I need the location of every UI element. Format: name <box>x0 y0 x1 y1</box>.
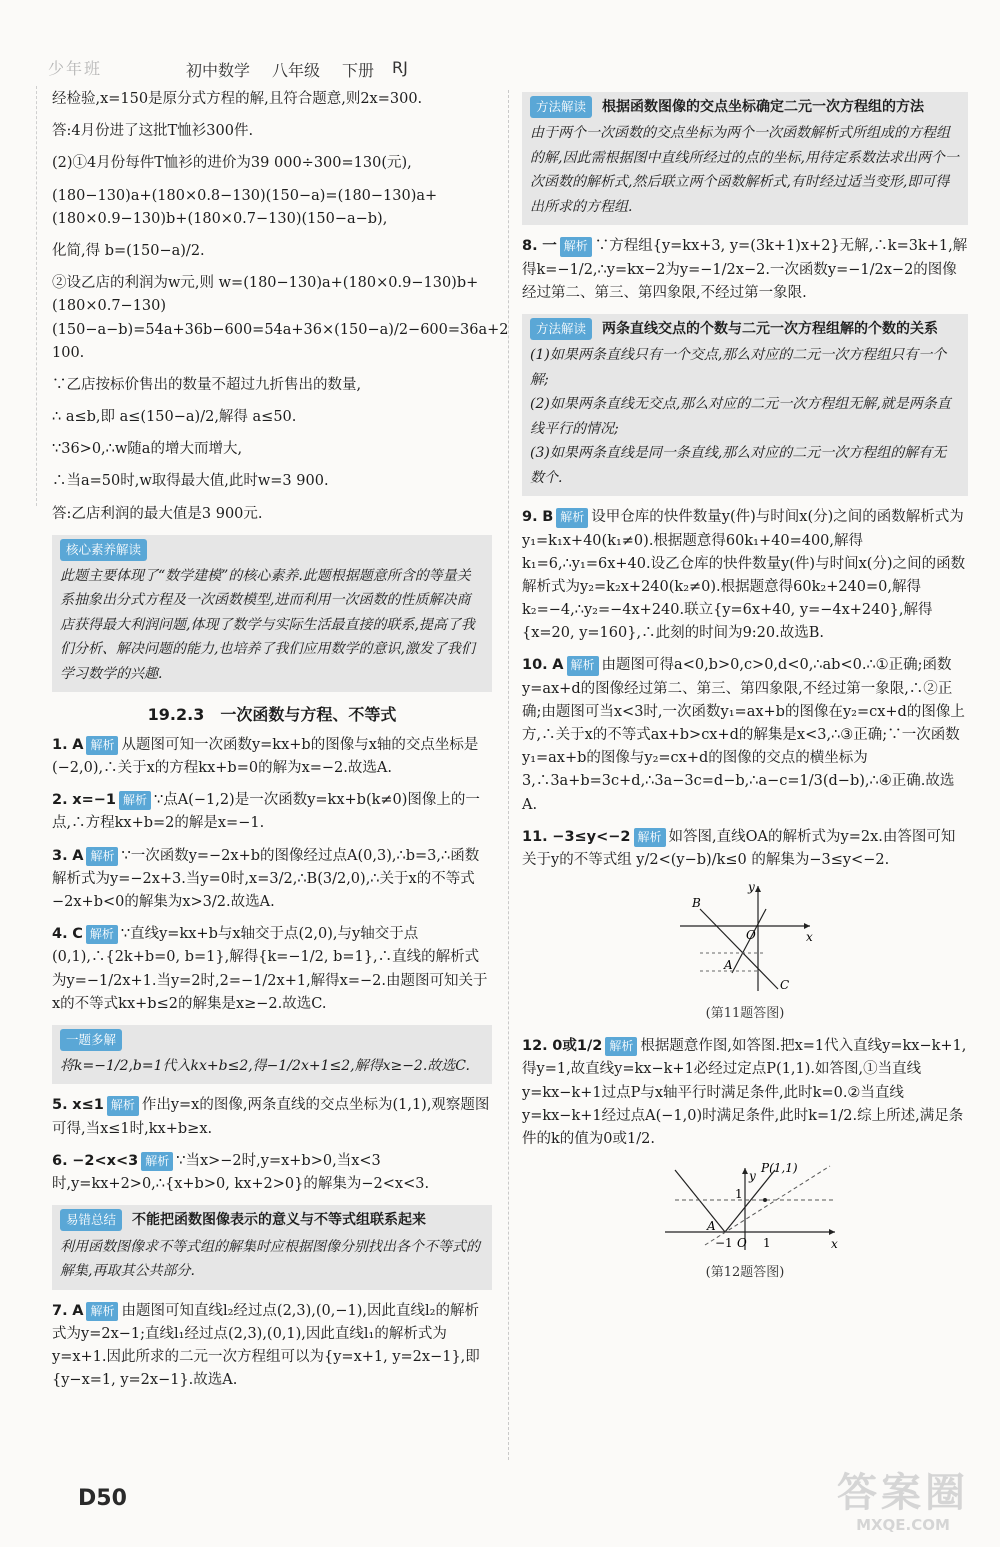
page-header <box>40 50 960 80</box>
core-literacy-text: 此题主要体现了“数学建模”的核心素养.此题根据题意所含的等量关系抽象出分式方程及一次函数模型,进而利用一次函数的性质解决商店获得最大利润问题,体现了数学与实际生活最直接的联系,提高了我们分析、解决问题的能力,也培养了我们应用数学的意识,激发了我们学习数学的兴趣. <box>60 567 475 682</box>
error-summary-box <box>52 1205 492 1289</box>
figure-12 <box>522 1160 968 1284</box>
method-text: 由于两个一次函数的交点坐标为两个一次函数解析式所组成的方程组的解,因此需根据图中直线所经过的点的坐标,用待定系数法求出两个一次函数的解析式,然后联立两个函数解析式,有时经过适当变形,即可得出所求的方程组. <box>530 125 959 215</box>
line-BC <box>700 909 778 989</box>
label-A: A <box>707 1219 716 1234</box>
watermark-line2: MXQE.COM <box>856 1516 950 1534</box>
multi-solution-box <box>52 1025 492 1085</box>
label-O: O <box>737 1236 747 1251</box>
answer-item-5: 5. x≤1 解析 作出y=x的图像,两条直线的交点坐标为(1,1),观察题图可得,当x≤1时,kx+b≥x. <box>52 1097 490 1137</box>
core-literacy-tag: 核心素养解读 <box>60 539 147 561</box>
method-line: (3)如果两条直线是同一条直线,那么对应的二元一次方程组的解有无数个. <box>530 445 947 486</box>
method-box-2 <box>522 314 968 496</box>
multi-solution-tag: 一题多解 <box>60 1029 122 1051</box>
header-subject: 初中数学 <box>186 61 251 80</box>
answer-item-6: 6. −2<x<3 解析 ∵当x>−2时,y=x+b>0,当x<3时,y=kx+2>0,∴{x+b>0, kx+2>0}的解集为−2<x<3. <box>52 1152 430 1193</box>
text-line: 答:4月份进了这批T恤衫300件. <box>52 123 254 140</box>
label-B: B <box>692 896 701 911</box>
method-box-1 <box>522 92 968 225</box>
y-axis-arrow <box>755 886 761 892</box>
label-one: 1 <box>735 1187 743 1202</box>
answer-item-11: 11. −3≤y<−2 解析 如答图,直线OA的解析式为y=2x.由答图可知关于y的不等式组 y/2<(y−b)/k≤0 的解集为−3≤y<−2. <box>522 828 956 868</box>
text-line: ∵乙店按标价售出的数量不超过九折售出的数量, <box>52 376 362 393</box>
core-literacy-box <box>52 535 492 693</box>
figure-11-caption: (第11题答图) <box>705 1006 785 1022</box>
dashed-slope <box>705 1166 830 1245</box>
label-P: P(1,1) <box>761 1161 798 1176</box>
text-line: 经检验,x=150是原分式方程的解,且符合题意,则2x=300. <box>52 91 423 107</box>
label-y: y <box>748 881 755 895</box>
error-summary-title: 不能把函数图像表示的意义与不等式组联系起来 <box>132 1212 427 1229</box>
header-volume: 下册 <box>342 61 375 80</box>
method-line: (1)如果两条直线只有一个交点,那么对应的二元一次方程组只有一个解; <box>530 347 947 388</box>
figure-11 <box>522 881 968 1025</box>
x-axis-arrow <box>804 923 810 929</box>
page-number: D50 <box>78 1486 127 1511</box>
answer-item-1: 1. A 解析 从题图可知一次函数y=kx+b的图像与x轴的交点坐标是(−2,0),∴关于x的方程kx+b=0的解为x=−2.故选A. <box>52 736 479 777</box>
label-x: x <box>831 1237 838 1252</box>
text-line: ∴ a≤b,即 a≤(150−a)/2,解得 a≤50. <box>52 409 297 426</box>
answer-item-9: 9. B 解析 设甲仓库的快件数量y(件)与时间x(分)之间的函数解析式为y₁=k₁x+40(k₁≠0).根据题意得60k₁+40=400,解得k₁=6,∴y₁=6x+40.设乙仓库的快件数量y(件)与时间x(分)之间的函数解析式为y₂=k₂x+240(k₂≠0).根据题意得60k₂+240=0,解得k₂=−4,∴y₂=−4x+240.联立{y=6x+40, y=−4x+240},解得{x=20, y=160},∴此刻的时间为9:20.故选B. <box>522 509 966 642</box>
error-summary-text: 利用函数图像求不等式组的解集时应根据图像分别找出各个不等式的解集,再取其公共部分. <box>60 1238 480 1280</box>
figure-12-caption: (第12题答图) <box>705 1265 785 1281</box>
brand-logo: 少年班 <box>48 59 103 78</box>
figure-12-graph <box>645 1160 845 1255</box>
left-column <box>52 88 509 1401</box>
left-margin-decoration <box>36 86 47 506</box>
label-x1: 1 <box>763 1236 771 1251</box>
label-x: x <box>806 930 813 945</box>
method-title: 根据函数图像的交点坐标确定二元一次方程组的方法 <box>602 99 925 115</box>
answer-item-3: 3. A 解析 ∵一次函数y=−2x+b的图像经过点A(0,3),∴b=3,∴函数解析式为y=−2x+3.当y=0时,x=3/2,∴B(3/2,0),∴关于x的不等式−2x+b<0的解集为x>3/2.故选A. <box>52 847 480 911</box>
answer-item-2: 2. x=−1 解析 ∵点A(−1,2)是一次函数y=kx+b(k≠0)图像上的一点,∴方程kx+b=2的解是x=−1. <box>52 792 480 832</box>
answer-item-12: 12. 0或1/2 解析 根据题意作图,如答图.把x=1代入直线y=kx−k+1,得y=1,故直线y=kx−k+1必经过定点P(1,1).如答图,①当直线y=kx−k+1过点P与x轴平行时满足条件,此时k=0.②当直线y=kx−k+1经过点A(−1,0)时满足条件,此时k=1/2.综上所述,满足条件的k的值为0或1/2. <box>522 1038 967 1147</box>
right-column <box>522 88 968 1294</box>
error-summary-tag: 易错总结 <box>60 1209 122 1231</box>
label-O: O <box>746 928 756 943</box>
label-C: C <box>780 978 790 993</box>
text-line: 答:乙店利润的最大值是3 900元. <box>52 505 263 522</box>
method-tag: 方法解读 <box>530 96 592 118</box>
method-line: (2)如果两条直线无交点,那么对应的二元一次方程组无解,就是两条直线平行的情况; <box>530 396 951 437</box>
answer-item-10: 10. A 解析 由题图可得a<0,b>0,c>0,d<0,∴ab<0.∴①正确;函数y=ax+d的图像经过第二、第三、第四象限,不经过第一象限,∴②正确;由题图可当x<3时,一次函数y₁=ax+b的图像在y₂=cx+d的图像上方,∴关于x的不等式ax+b>cx+d的解集是x<3,∴③正确;∵一次函数y₁=ax+b的图像与y₂=cx+d的图像的交点的横坐标为3,∴3a+b=3c+d,∴3a−3c=d−b,∴a−c=1/3(d−b),∴④正确.故选A. <box>522 657 965 813</box>
point-P <box>763 1198 767 1202</box>
watermark-line1: 答案圈 <box>837 1470 969 1516</box>
label-A: A <box>724 958 733 973</box>
text-line: (2)①4月份每件T恤衫的进价为39 000÷300=130(元), <box>52 155 412 172</box>
text-line: ②设乙店的利润为w元,则 w=(180−130)a+(180×0.9−130)b+(180×0.7−130)(150−a−b)=54a+36b−600=54a+36×(150−a)/2−600=36a+2 100. <box>52 275 509 361</box>
answer-item-4: 4. C 解析 ∵直线y=kx+b与x轴交于点(2,0),与y轴交于点(0,1),∴{2k+b=0, b=1},解得{k=−1/2, b=1},∴直线的解析式为y=−1/2x+1.当y=2时,2=−1/2x+1,解得x=−2.由题图可知关于x的不等式kx+b≤2的解集是x≥−2.故选C. <box>52 926 488 1012</box>
text-line: ∵36>0,∴w随a的增大而增大, <box>52 441 243 458</box>
header-edition: RJ <box>392 58 408 77</box>
answer-item-7: 7. A 解析 由题图可知直线l₂经过点(2,3),(0,−1),因此直线l₂的解析式为y=2x−1;直线l₁经过点(2,3),(0,1),因此直线l₁的解析式为y=x+1.因此所求的二元一次方程组可以为{y=x+1, y=2x−1},即{y−x=1, y=2x−1}.故选A. <box>52 1302 480 1389</box>
column-divider <box>508 90 509 1460</box>
text-line: 化简,得 b=(150−a)/2. <box>52 242 205 259</box>
method-title: 两条直线交点的个数与二元一次方程组解的个数的关系 <box>602 320 939 337</box>
multi-solution-text: 将k=−1/2,b=1代入kx+b≤2,得−1/2x+1≤2,解得x≥−2.故选C. <box>60 1057 470 1074</box>
text-line: ∴当a=50时,w取得最大值,此时w=3 900. <box>52 473 329 490</box>
watermark <box>828 1470 978 1540</box>
y-axis-arrow <box>742 1168 748 1174</box>
answer-item-8: 8. 一 解析 ∵方程组{y=kx+3, y=(3k+1)x+2}无解,∴k=3k+1,解得k=−1/2,∴y=kx−2为y=−1/2x−2.一次函数y=−1/2x−2的图像经过第二、第三、第四象限,不经过第一象限. <box>522 238 968 301</box>
line-left <box>675 1170 725 1232</box>
text-line: (180−130)a+(180×0.8−130)(150−a)=(180−130)a+(180×0.9−130)b+(180×0.7−130)(150−a−b), <box>52 187 438 227</box>
figure-11-graph <box>670 881 820 996</box>
x-axis-arrow <box>829 1229 835 1235</box>
header-grade: 八年级 <box>272 61 321 80</box>
label-neg1: −1 <box>715 1236 733 1251</box>
section-title: 19.2.3 一次函数与方程、不等式 <box>147 705 397 725</box>
label-y: y <box>749 1169 756 1184</box>
method-tag: 方法解读 <box>530 318 592 340</box>
